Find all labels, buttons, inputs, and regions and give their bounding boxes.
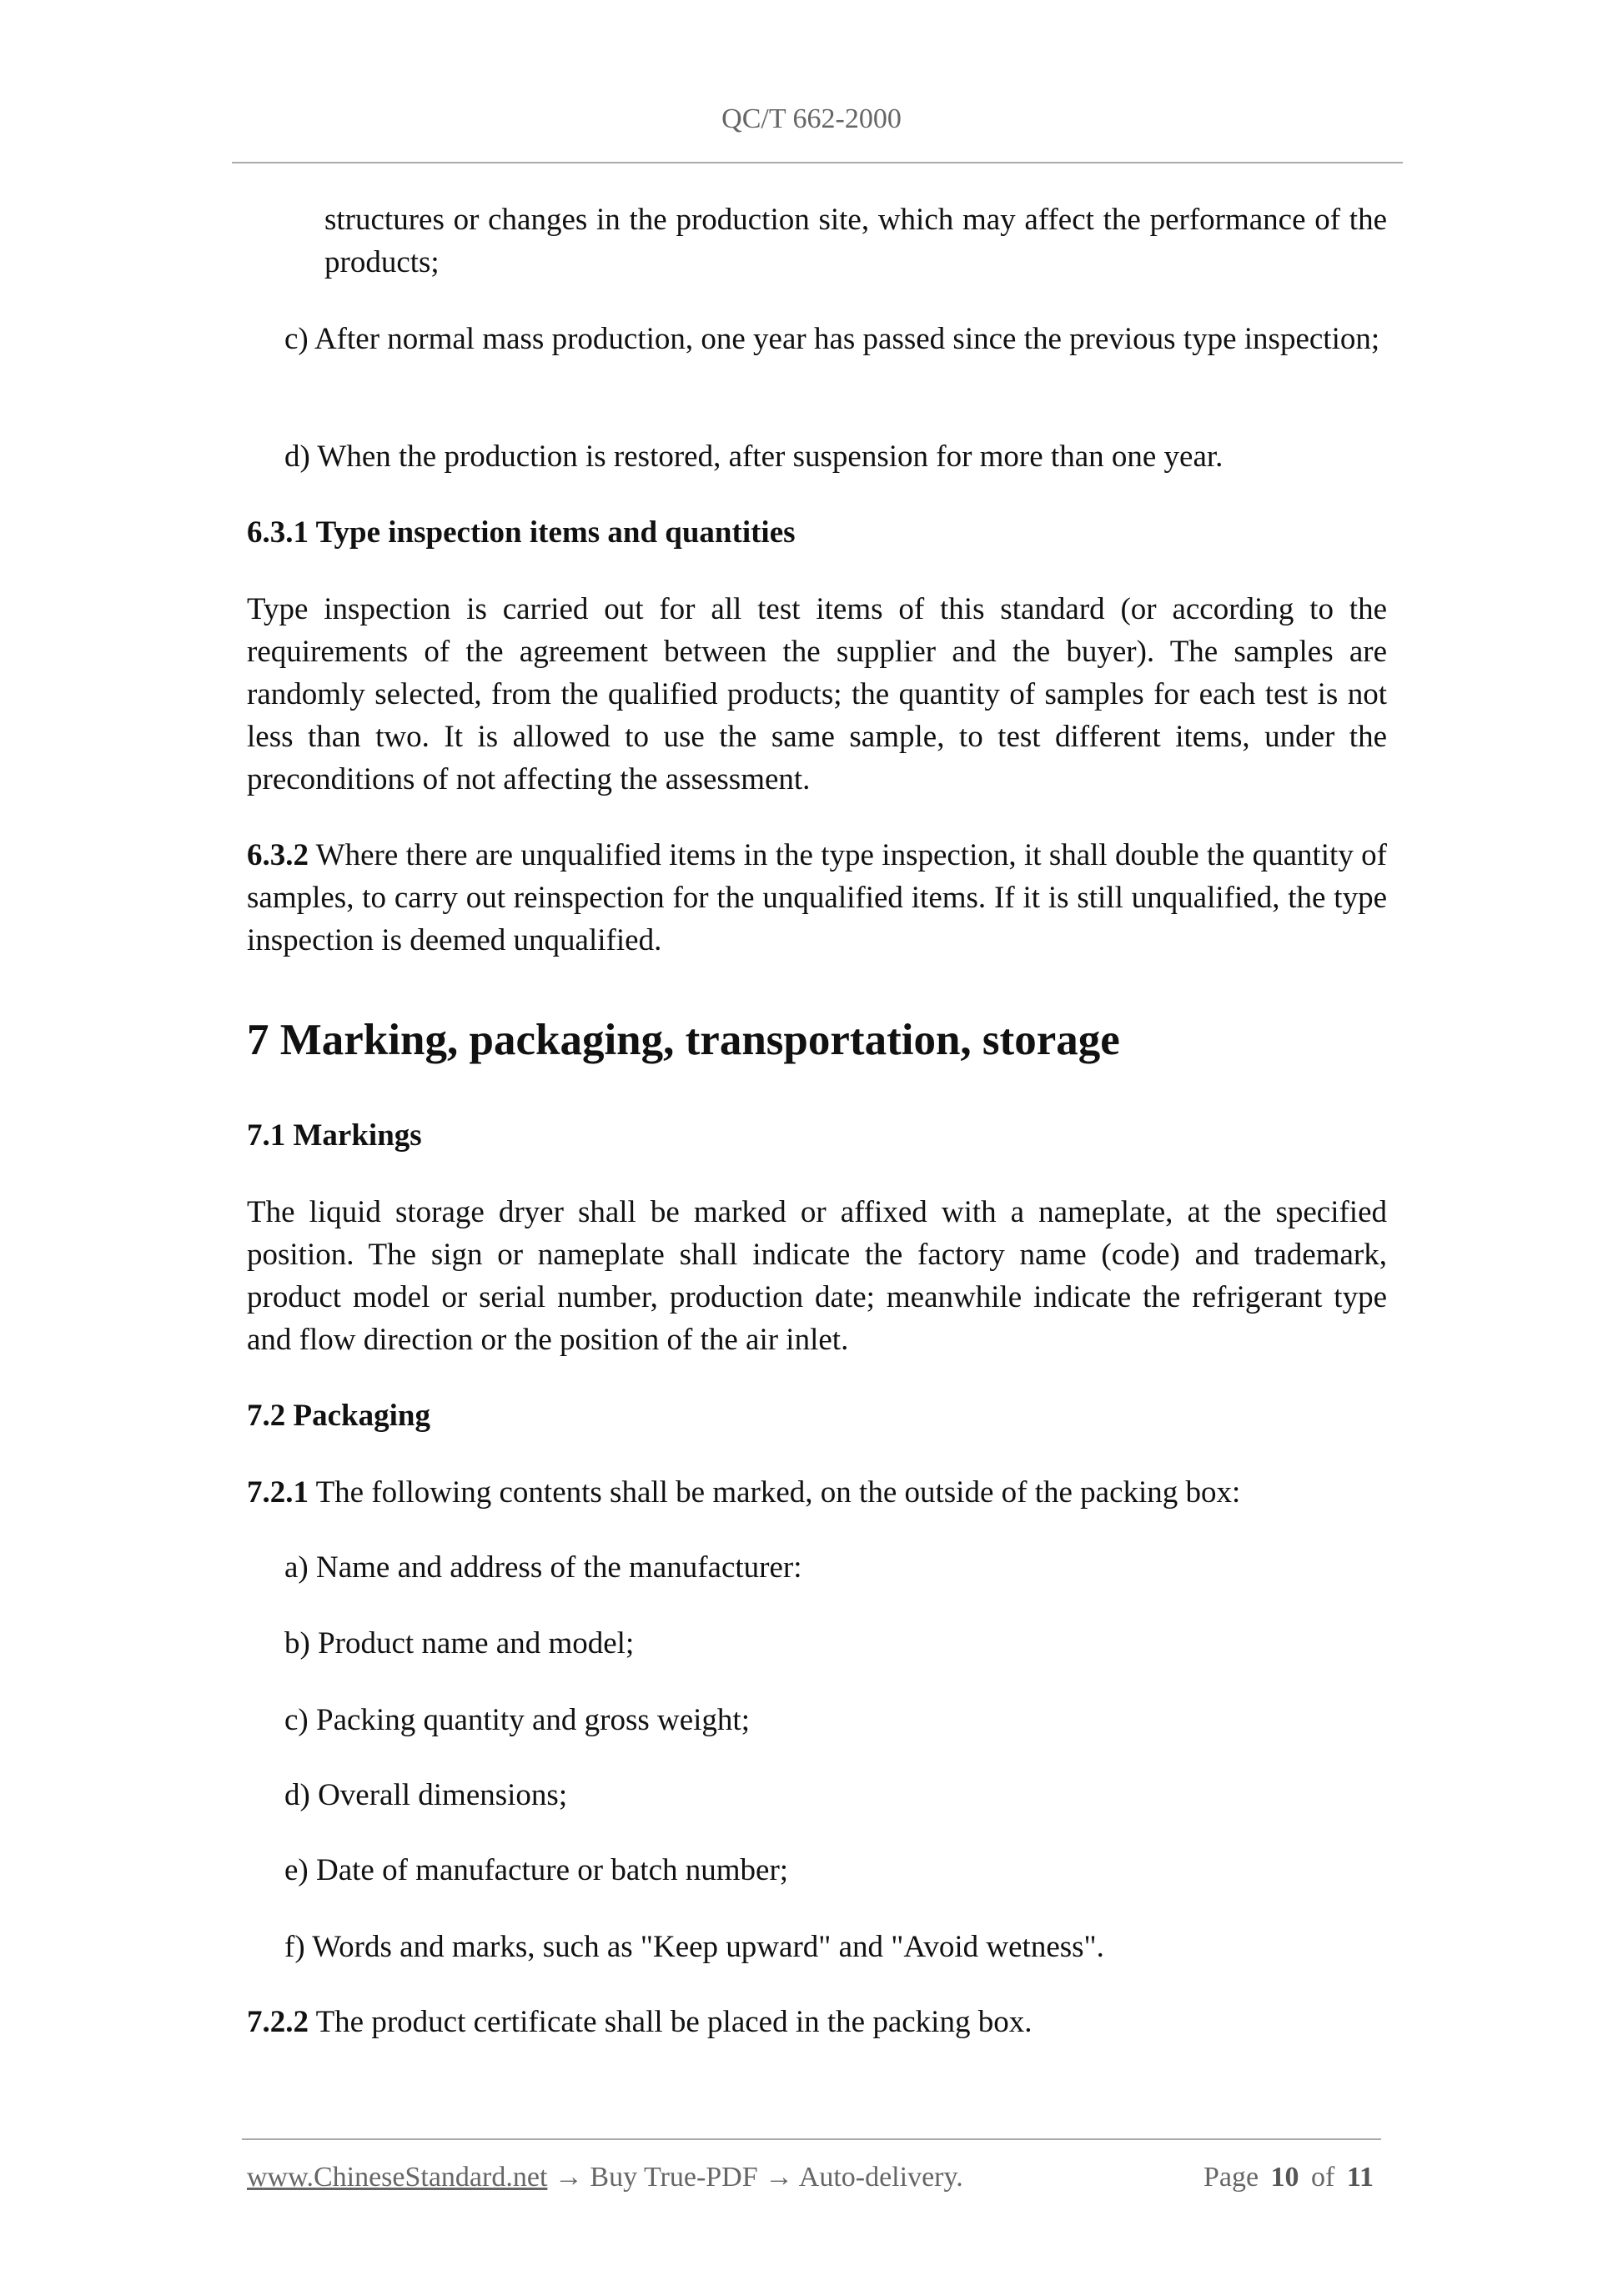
section-7-2-2-paragraph — [247, 2001, 1387, 2043]
section-7-1-heading: 7.1 Markings — [247, 1118, 422, 1153]
section-7-2-1-paragraph — [247, 1471, 1387, 1514]
list-item: b) Product name and model; — [284, 1626, 635, 1660]
section-6-3-2-paragraph — [247, 834, 1387, 962]
section-number: 6.3.2 — [247, 838, 309, 872]
buy-pdf-text: Buy True-PDF — [590, 2162, 758, 2193]
auto-delivery-text: Auto-delivery. — [798, 2162, 963, 2193]
section-7-1-paragraph: The liquid storage dryer shall be marked or affixed with a nameplate, at the specified position. The sign or nameplate shall indicate the factory name (code) and trademark, product model or serial number, production date; meanwhile indicate the refrigerant type and flow direction or the position of the air inlet. — [247, 1195, 1387, 1357]
section-6-3-1-paragraph: Type inspection is carried out for all test items of this standard (or according to the requirements of the agreement between the supplier and the buyer). The samples are randomly selected, from the qualified products; the quantity of samples for each test is not less than two. It is allowed to use the same sample, to test different items, under the preconditions of not affecting the assessment. — [247, 592, 1387, 796]
header-divider — [232, 162, 1403, 163]
section-number: 7.2.1 — [247, 1475, 309, 1510]
of-label: of — [1311, 2162, 1335, 2193]
total-pages: 11 — [1346, 2162, 1374, 2193]
list-item: e) Date of manufacture or batch number; — [284, 1853, 789, 1887]
list-item: d) Overall dimensions; — [284, 1778, 568, 1812]
paragraph-text: The following contents shall be marked, on the outside of the packing box: — [309, 1475, 1241, 1510]
list-item-b-continuation: structures or changes in the production site, which may affect the performance of the products; — [324, 203, 1387, 279]
paragraph-text: Where there are unqualified items in the type inspection, it shall double the quantity of samples, to carry out reinspection for the unqualified items. If it is still unqualified, the type inspection is deemed unqualified. — [247, 838, 1387, 957]
list-item: a) Name and address of the manufacturer: — [284, 1550, 802, 1585]
page-label: Page — [1203, 2162, 1259, 2193]
section-number: 7.2.2 — [247, 2005, 309, 2039]
page-indicator — [1203, 2162, 1374, 2193]
list-item-c: c) After normal mass production, one year has passed since the previous type inspection; — [284, 322, 1380, 356]
section-6-3-1-heading: 6.3.1 Type inspection items and quantities — [247, 515, 796, 550]
website-link[interactable]: www.ChineseStandard.net — [247, 2162, 548, 2193]
arrow-right-icon: → — [765, 2162, 794, 2193]
footer-promo — [247, 2162, 963, 2193]
current-page: 10 — [1270, 2162, 1299, 2193]
footer-divider — [242, 2138, 1381, 2140]
list-item-d: d) When the production is restored, after suspension for more than one year. — [284, 440, 1224, 474]
list-item: f) Words and marks, such as "Keep upward" and "Avoid wetness". — [284, 1930, 1104, 1964]
section-7-2-heading: 7.2 Packaging — [247, 1399, 430, 1433]
arrow-right-icon: → — [554, 2162, 583, 2193]
list-item: c) Packing quantity and gross weight; — [284, 1703, 750, 1737]
document-code-header: QC/T 662-2000 — [721, 103, 902, 134]
paragraph-text: The product certificate shall be placed in the packing box. — [309, 2005, 1033, 2039]
chapter-7-heading: 7 Marking, packaging, transportation, storage — [247, 1016, 1120, 1064]
